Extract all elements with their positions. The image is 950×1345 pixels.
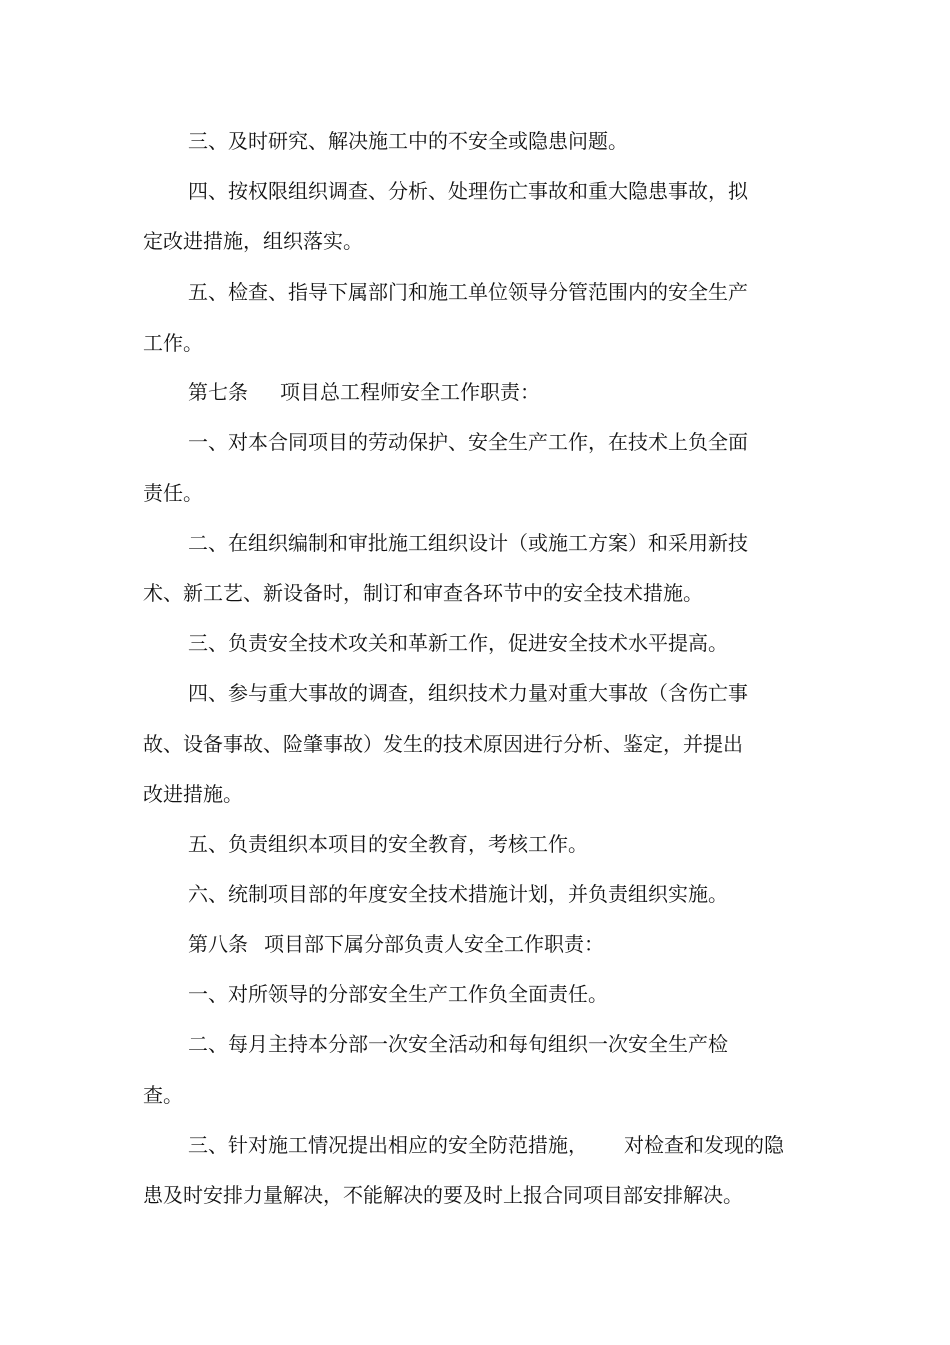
paragraph-line: 责任。 bbox=[143, 481, 203, 505]
paragraph-segment: 三、针对施工情况提出相应的安全防范措施， bbox=[188, 1133, 588, 1157]
paragraph-line: 三、负责安全技术攻关和革新工作，促进安全技术水平提高。 bbox=[188, 631, 728, 655]
paragraph-line: 故、设备事故、险肇事故）发生的技术原因进行分析、鉴定，并提出 bbox=[143, 732, 743, 756]
paragraph-line: 一、对所领导的分部安全生产工作负全面责任。 bbox=[188, 982, 608, 1006]
article-title: 项目部下属分部负责人安全工作职责： bbox=[264, 932, 604, 956]
paragraph-segment: 对检查和发现的隐 bbox=[624, 1133, 784, 1157]
article-number: 第八条 bbox=[188, 932, 248, 956]
paragraph-line: 四、参与重大事故的调查，组织技术力量对重大事故（含伤亡事 bbox=[188, 681, 748, 705]
paragraph-line: 一、对本合同项目的劳动保护、安全生产工作，在技术上负全面 bbox=[188, 430, 748, 454]
paragraph-line: 五、检查、指导下属部门和施工单位领导分管范围内的安全生产 bbox=[188, 280, 748, 304]
paragraph-line: 定改进措施，组织落实。 bbox=[143, 229, 363, 253]
paragraph-line: 患及时安排力量解决，不能解决的要及时上报合同项目部安排解决。 bbox=[143, 1183, 743, 1207]
paragraph-line: 工作。 bbox=[143, 331, 203, 355]
paragraph-line: 术、新工艺、新设备时，制订和审查各环节中的安全技术措施。 bbox=[143, 581, 703, 605]
paragraph-line: 二、每月主持本分部一次安全活动和每旬组织一次安全生产检 bbox=[188, 1032, 728, 1056]
article-heading bbox=[188, 931, 604, 957]
paragraph-line: 四、按权限组织调查、分析、处理伤亡事故和重大隐患事故，拟 bbox=[188, 179, 748, 203]
paragraph-line bbox=[188, 1132, 784, 1158]
paragraph-line: 改进措施。 bbox=[143, 782, 243, 806]
paragraph-line: 三、及时研究、解决施工中的不安全或隐患问题。 bbox=[188, 129, 628, 153]
paragraph-line: 二、在组织编制和审批施工组织设计（或施工方案）和采用新技 bbox=[188, 531, 748, 555]
article-heading bbox=[188, 379, 540, 405]
paragraph-line: 六、统制项目部的年度安全技术措施计划，并负责组织实施。 bbox=[188, 882, 728, 906]
article-title: 项目总工程师安全工作职责： bbox=[280, 380, 540, 404]
paragraph-line: 五、负责组织本项目的安全教育，考核工作。 bbox=[188, 832, 588, 856]
article-number: 第七条 bbox=[188, 380, 248, 404]
paragraph-line: 查。 bbox=[143, 1083, 183, 1107]
